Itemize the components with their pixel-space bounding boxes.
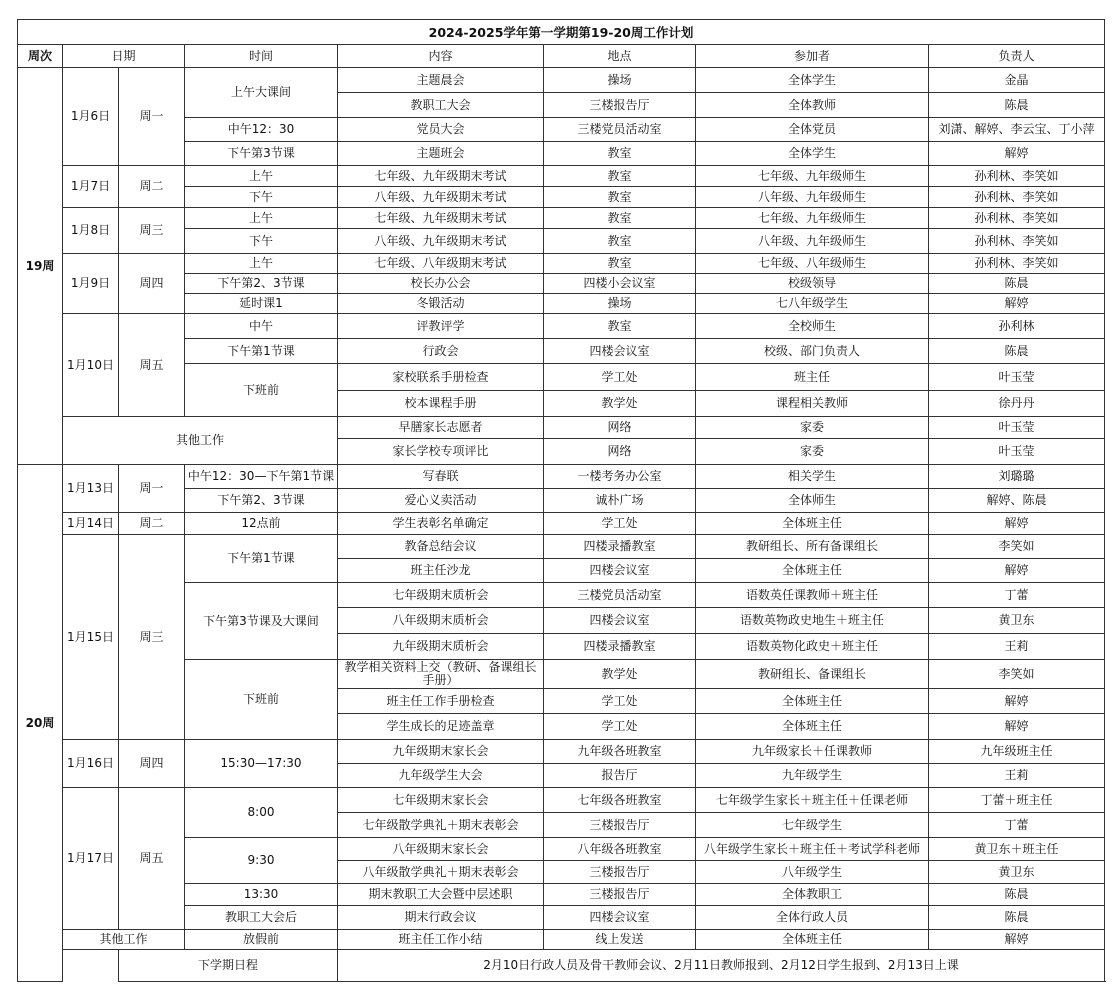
participants-cell: 九年级家长＋任课教师 bbox=[696, 740, 929, 764]
empty-cell bbox=[63, 950, 119, 982]
time-cell: 放假前 bbox=[185, 930, 338, 950]
owner-cell: 黄卫东＋班主任 bbox=[929, 838, 1105, 861]
owner-cell: 孙利林、李笑如 bbox=[929, 208, 1105, 229]
date-cell: 1月9日 bbox=[63, 254, 119, 314]
date-cell: 1月6日 bbox=[63, 68, 119, 166]
content-cell: 教职工大会 bbox=[338, 93, 544, 118]
place-cell: 八年级各班教室 bbox=[544, 838, 696, 861]
content-cell: 八年级、九年级期末考试 bbox=[338, 187, 544, 208]
participants-cell: 全校师生 bbox=[696, 314, 929, 339]
owner-cell: 解婷 bbox=[929, 689, 1105, 714]
weekday-cell: 周一 bbox=[119, 68, 185, 166]
content-cell: 家校联系手册检查 bbox=[338, 364, 544, 391]
owner-cell: 解婷 bbox=[929, 294, 1105, 314]
place-cell: 报告厅 bbox=[544, 764, 696, 788]
place-cell: 九年级各班教室 bbox=[544, 740, 696, 764]
content-cell: 爱心义卖活动 bbox=[338, 489, 544, 513]
content-cell: 八年级期末家长会 bbox=[338, 838, 544, 861]
header-place: 地点 bbox=[544, 45, 696, 68]
weekday-cell: 周五 bbox=[119, 788, 185, 930]
header-row bbox=[18, 45, 1105, 68]
place-cell: 四楼小会议室 bbox=[544, 274, 696, 294]
owner-cell: 解婷 bbox=[929, 142, 1105, 166]
place-cell: 四楼会议室 bbox=[544, 339, 696, 364]
table-row bbox=[18, 254, 1105, 274]
next-term-row bbox=[18, 950, 1105, 982]
participants-cell: 全体班主任 bbox=[696, 930, 929, 950]
place-cell: 教学处 bbox=[544, 391, 696, 417]
content-cell: 主题班会 bbox=[338, 142, 544, 166]
table-row bbox=[18, 166, 1105, 187]
owner-cell: 陈晨 bbox=[929, 93, 1105, 118]
place-cell: 教室 bbox=[544, 229, 696, 254]
owner-cell: 解婷 bbox=[929, 930, 1105, 950]
participants-cell: 全体教师 bbox=[696, 93, 929, 118]
weekday-cell: 周二 bbox=[119, 513, 185, 535]
place-cell: 操场 bbox=[544, 294, 696, 314]
owner-cell: 黄卫东 bbox=[929, 861, 1105, 884]
participants-cell: 全体师生 bbox=[696, 489, 929, 513]
participants-cell: 八年级学生家长＋班主任＋考试学科老师 bbox=[696, 838, 929, 861]
weekday-cell: 周一 bbox=[119, 465, 185, 513]
place-cell: 学工处 bbox=[544, 513, 696, 535]
owner-cell: 陈晨 bbox=[929, 274, 1105, 294]
participants-cell: 七年级学生家长＋班主任＋任课老师 bbox=[696, 788, 929, 813]
content-cell: 党员大会 bbox=[338, 118, 544, 142]
content-cell: 学生成长的足迹盖章 bbox=[338, 714, 544, 740]
time-cell: 下午第3节课及大课间 bbox=[185, 583, 338, 660]
participants-cell: 校级、部门负责人 bbox=[696, 339, 929, 364]
place-cell: 七年级各班教室 bbox=[544, 788, 696, 813]
content-cell: 班主任沙龙 bbox=[338, 559, 544, 583]
header-owner: 负责人 bbox=[929, 45, 1105, 68]
owner-cell: 叶玉莹 bbox=[929, 417, 1105, 439]
owner-cell: 王莉 bbox=[929, 634, 1105, 660]
header-date: 日期 bbox=[63, 45, 185, 68]
next-term-text: 2月10日行政人员及骨干教师会议、2月11日教师报到、2月12日学生报到、2月13日上课 bbox=[338, 950, 1105, 982]
participants-cell: 课程相关教师 bbox=[696, 391, 929, 417]
participants-cell: 教研组长、所有备课组长 bbox=[696, 535, 929, 559]
content-cell: 期末教职工大会暨中层述职 bbox=[338, 884, 544, 906]
time-cell: 下午 bbox=[185, 229, 338, 254]
owner-cell: 九年级班主任 bbox=[929, 740, 1105, 764]
content-cell: 学生表彰名单确定 bbox=[338, 513, 544, 535]
date-cell: 1月17日 bbox=[63, 788, 119, 930]
participants-cell: 全体党员 bbox=[696, 118, 929, 142]
content-cell: 八年级期末质析会 bbox=[338, 608, 544, 634]
time-cell: 下午第2、3节课 bbox=[185, 274, 338, 294]
content-cell: 教学相关资料上交（教研、备课组长手册） bbox=[338, 660, 544, 689]
participants-cell: 语数英物政史地生＋班主任 bbox=[696, 608, 929, 634]
owner-cell: 丁蕾 bbox=[929, 813, 1105, 838]
owner-cell: 孙利林、李笑如 bbox=[929, 254, 1105, 274]
participants-cell: 班主任 bbox=[696, 364, 929, 391]
content-cell: 校本课程手册 bbox=[338, 391, 544, 417]
content-cell: 行政会 bbox=[338, 339, 544, 364]
date-cell: 1月14日 bbox=[63, 513, 119, 535]
table-row bbox=[18, 740, 1105, 764]
time-cell: 下班前 bbox=[185, 660, 338, 740]
next-term-label: 下学期日程 bbox=[119, 950, 338, 982]
participants-cell: 七年级、九年级师生 bbox=[696, 208, 929, 229]
owner-cell: 陈晨 bbox=[929, 884, 1105, 906]
owner-cell: 解婷、陈晨 bbox=[929, 489, 1105, 513]
place-cell: 四楼录播教室 bbox=[544, 634, 696, 660]
time-cell: 上午 bbox=[185, 166, 338, 187]
time-cell: 8:00 bbox=[185, 788, 338, 838]
owner-cell: 解婷 bbox=[929, 559, 1105, 583]
place-cell: 教室 bbox=[544, 166, 696, 187]
time-cell: 下午第1节课 bbox=[185, 535, 338, 583]
place-cell: 三楼报告厅 bbox=[544, 813, 696, 838]
participants-cell: 八年级、九年级师生 bbox=[696, 187, 929, 208]
content-cell: 七年级、八年级期末考试 bbox=[338, 254, 544, 274]
place-cell: 诚朴广场 bbox=[544, 489, 696, 513]
place-cell: 四楼录播教室 bbox=[544, 535, 696, 559]
table-row bbox=[18, 417, 1105, 439]
owner-cell: 丁蕾＋班主任 bbox=[929, 788, 1105, 813]
content-cell: 七年级散学典礼＋期末表彰会 bbox=[338, 813, 544, 838]
owner-cell: 孙利林、李笑如 bbox=[929, 187, 1105, 208]
content-cell: 九年级期末家长会 bbox=[338, 740, 544, 764]
participants-cell: 全体班主任 bbox=[696, 559, 929, 583]
place-cell: 三楼报告厅 bbox=[544, 93, 696, 118]
participants-cell: 七八年级学生 bbox=[696, 294, 929, 314]
participants-cell: 校级领导 bbox=[696, 274, 929, 294]
owner-cell: 刘潇、解婷、李云宝、丁小萍 bbox=[929, 118, 1105, 142]
content-cell: 七年级期末家长会 bbox=[338, 788, 544, 813]
place-cell: 网络 bbox=[544, 439, 696, 465]
owner-cell: 孙利林、李笑如 bbox=[929, 229, 1105, 254]
participants-cell: 相关学生 bbox=[696, 465, 929, 489]
place-cell: 三楼报告厅 bbox=[544, 861, 696, 884]
table-row bbox=[18, 788, 1105, 813]
header-week: 周次 bbox=[18, 45, 63, 68]
participants-cell: 七年级、八年级师生 bbox=[696, 254, 929, 274]
time-cell: 教职工大会后 bbox=[185, 906, 338, 930]
owner-cell: 陈晨 bbox=[929, 339, 1105, 364]
owner-cell: 孙利林 bbox=[929, 314, 1105, 339]
time-cell: 下午第1节课 bbox=[185, 339, 338, 364]
owner-cell: 徐丹丹 bbox=[929, 391, 1105, 417]
week-label: 20周 bbox=[18, 465, 63, 982]
time-cell: 下班前 bbox=[185, 364, 338, 417]
content-cell: 班主任工作手册检查 bbox=[338, 689, 544, 714]
time-cell: 12点前 bbox=[185, 513, 338, 535]
weekday-cell: 周二 bbox=[119, 166, 185, 208]
date-cell: 1月10日 bbox=[63, 314, 119, 417]
participants-cell: 七年级、九年级师生 bbox=[696, 166, 929, 187]
participants-cell: 教研组长、备课组长 bbox=[696, 660, 929, 689]
participants-cell: 八年级、九年级师生 bbox=[696, 229, 929, 254]
owner-cell: 叶玉莹 bbox=[929, 439, 1105, 465]
owner-cell: 金晶 bbox=[929, 68, 1105, 93]
place-cell: 网络 bbox=[544, 417, 696, 439]
place-cell: 三楼报告厅 bbox=[544, 884, 696, 906]
header-participants: 参加者 bbox=[696, 45, 929, 68]
participants-cell: 全体班主任 bbox=[696, 689, 929, 714]
date-cell: 1月8日 bbox=[63, 208, 119, 254]
participants-cell: 全体教职工 bbox=[696, 884, 929, 906]
time-cell: 中午12：30 bbox=[185, 118, 338, 142]
content-cell: 评教评学 bbox=[338, 314, 544, 339]
work-plan-table bbox=[17, 19, 1105, 982]
table-row bbox=[18, 513, 1105, 535]
place-cell: 学工处 bbox=[544, 364, 696, 391]
owner-cell: 李笑如 bbox=[929, 535, 1105, 559]
page-title: 2024-2025学年第一学期第19-20周工作计划 bbox=[18, 20, 1105, 45]
weekday-cell: 周四 bbox=[119, 740, 185, 788]
time-cell: 13:30 bbox=[185, 884, 338, 906]
participants-cell: 家委 bbox=[696, 417, 929, 439]
content-cell: 主题晨会 bbox=[338, 68, 544, 93]
weekday-cell: 周四 bbox=[119, 254, 185, 314]
place-cell: 操场 bbox=[544, 68, 696, 93]
table-row bbox=[18, 208, 1105, 229]
place-cell: 学工处 bbox=[544, 714, 696, 740]
place-cell: 教室 bbox=[544, 142, 696, 166]
place-cell: 三楼党员活动室 bbox=[544, 583, 696, 608]
content-cell: 七年级、九年级期末考试 bbox=[338, 208, 544, 229]
place-cell: 教室 bbox=[544, 254, 696, 274]
date-cell: 1月15日 bbox=[63, 535, 119, 740]
owner-cell: 陈晨 bbox=[929, 906, 1105, 930]
place-cell: 四楼会议室 bbox=[544, 906, 696, 930]
place-cell: 四楼会议室 bbox=[544, 608, 696, 634]
time-cell: 下午第2、3节课 bbox=[185, 489, 338, 513]
date-cell: 1月7日 bbox=[63, 166, 119, 208]
owner-cell: 刘璐璐 bbox=[929, 465, 1105, 489]
owner-cell: 丁蕾 bbox=[929, 583, 1105, 608]
owner-cell: 李笑如 bbox=[929, 660, 1105, 689]
content-cell: 教备总结会议 bbox=[338, 535, 544, 559]
content-cell: 写春联 bbox=[338, 465, 544, 489]
weekday-cell: 周五 bbox=[119, 314, 185, 417]
weekday-cell: 周三 bbox=[119, 208, 185, 254]
header-content: 内容 bbox=[338, 45, 544, 68]
time-cell: 下午第3节课 bbox=[185, 142, 338, 166]
table-row bbox=[18, 314, 1105, 339]
content-cell: 家长学校专项评比 bbox=[338, 439, 544, 465]
time-cell: 上午 bbox=[185, 254, 338, 274]
place-cell: 教学处 bbox=[544, 660, 696, 689]
week-label: 19周 bbox=[18, 68, 63, 465]
time-cell: 9:30 bbox=[185, 838, 338, 884]
content-cell: 九年级期末质析会 bbox=[338, 634, 544, 660]
owner-cell: 解婷 bbox=[929, 714, 1105, 740]
header-time: 时间 bbox=[185, 45, 338, 68]
content-cell: 九年级学生大会 bbox=[338, 764, 544, 788]
table-row bbox=[18, 465, 1105, 489]
place-cell: 线上发送 bbox=[544, 930, 696, 950]
participants-cell: 全体班主任 bbox=[696, 714, 929, 740]
place-cell: 一楼考务办公室 bbox=[544, 465, 696, 489]
owner-cell: 叶玉莹 bbox=[929, 364, 1105, 391]
content-cell: 八年级散学典礼＋期末表彰会 bbox=[338, 861, 544, 884]
participants-cell: 家委 bbox=[696, 439, 929, 465]
other-work-label: 其他工作 bbox=[63, 417, 338, 465]
time-cell: 上午 bbox=[185, 208, 338, 229]
owner-cell: 王莉 bbox=[929, 764, 1105, 788]
participants-cell: 九年级学生 bbox=[696, 764, 929, 788]
table-row bbox=[18, 930, 1105, 950]
owner-cell: 黄卫东 bbox=[929, 608, 1105, 634]
table-row bbox=[18, 535, 1105, 559]
content-cell: 七年级、九年级期末考试 bbox=[338, 166, 544, 187]
time-cell: 上午大课间 bbox=[185, 68, 338, 118]
place-cell: 四楼会议室 bbox=[544, 559, 696, 583]
time-cell: 中午 bbox=[185, 314, 338, 339]
content-cell: 冬锻活动 bbox=[338, 294, 544, 314]
date-cell: 1月16日 bbox=[63, 740, 119, 788]
participants-cell: 全体学生 bbox=[696, 142, 929, 166]
time-cell: 延时课1 bbox=[185, 294, 338, 314]
participants-cell: 全体班主任 bbox=[696, 513, 929, 535]
content-cell: 七年级期末质析会 bbox=[338, 583, 544, 608]
place-cell: 教室 bbox=[544, 187, 696, 208]
table-row bbox=[18, 68, 1105, 93]
content-cell: 早膳家长志愿者 bbox=[338, 417, 544, 439]
time-cell: 15:30—17:30 bbox=[185, 740, 338, 788]
date-cell: 1月13日 bbox=[63, 465, 119, 513]
place-cell: 学工处 bbox=[544, 689, 696, 714]
participants-cell: 语数英任课教师＋班主任 bbox=[696, 583, 929, 608]
participants-cell: 全体学生 bbox=[696, 68, 929, 93]
owner-cell: 解婷 bbox=[929, 513, 1105, 535]
place-cell: 教室 bbox=[544, 314, 696, 339]
place-cell: 三楼党员活动室 bbox=[544, 118, 696, 142]
participants-cell: 全体行政人员 bbox=[696, 906, 929, 930]
content-cell: 八年级、九年级期末考试 bbox=[338, 229, 544, 254]
time-cell: 中午12：30—下午第1节课 bbox=[185, 465, 338, 489]
content-cell: 校长办公会 bbox=[338, 274, 544, 294]
time-cell: 下午 bbox=[185, 187, 338, 208]
participants-cell: 七年级学生 bbox=[696, 813, 929, 838]
participants-cell: 语数英物化政史＋班主任 bbox=[696, 634, 929, 660]
place-cell: 教室 bbox=[544, 208, 696, 229]
owner-cell: 孙利林、李笑如 bbox=[929, 166, 1105, 187]
content-cell: 期末行政会议 bbox=[338, 906, 544, 930]
other-work-label: 其他工作 bbox=[63, 930, 185, 950]
participants-cell: 八年级学生 bbox=[696, 861, 929, 884]
content-cell: 班主任工作小结 bbox=[338, 930, 544, 950]
weekday-cell: 周三 bbox=[119, 535, 185, 740]
